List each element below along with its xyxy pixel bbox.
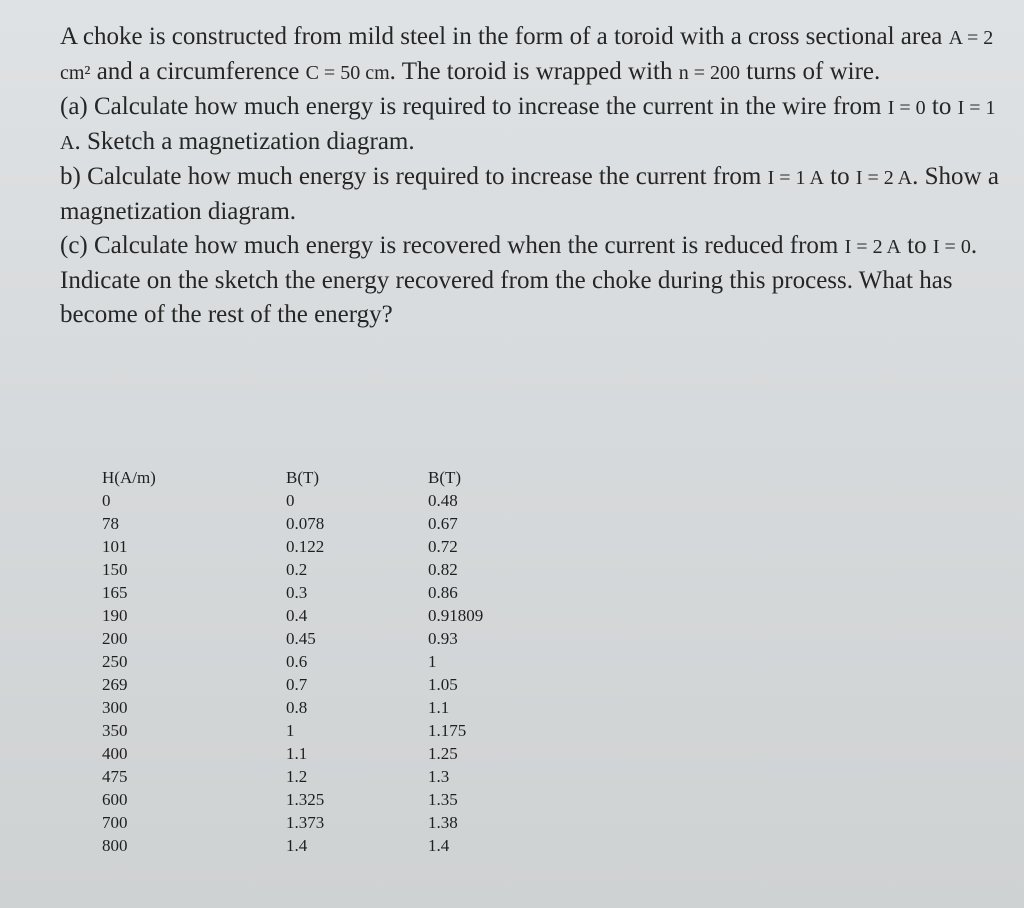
b1-column [286,466,324,857]
intro-text-4: turns of wire. [740,58,881,85]
part-c [60,229,1010,332]
h-cell: 101 [102,537,128,556]
b1-cell: 0.122 [286,537,325,556]
b1-cell: 0 [286,491,295,510]
part-a-text-3: . Sketch a magnetization diagram. [74,128,415,155]
b1-cell: 1 [286,721,295,740]
b2-cell: 0.72 [428,537,458,556]
part-a-eq-1: I = 0 [887,97,926,119]
b1-cell: 0.45 [286,629,316,648]
part-b [60,160,1010,229]
h-cell: 400 [102,744,128,763]
part-b-text-3: . Show a magnetization diagram. [60,163,999,225]
circumference-equation: C = 50 cm [305,62,390,84]
part-b-eq-2: I = 2 A [855,167,913,189]
h-cell: 0 [102,491,111,510]
h-cell: 200 [102,629,128,648]
b2-cell: 0.67 [428,514,458,533]
b2-column [428,466,483,857]
b2-cell: 1.05 [428,675,458,694]
b1-cell: 1.325 [286,790,325,809]
b2-cell: 0.93 [428,629,458,648]
b1-column-header: B(T) [286,468,320,487]
b1-cell: 0.7 [286,675,308,694]
b2-cell: 1.175 [428,721,467,740]
h-cell: 600 [102,790,128,809]
b1-cell: 0.2 [286,560,308,579]
h-cell: 350 [102,721,128,740]
intro-paragraph [60,20,1010,90]
part-a-text-1: (a) Calculate how much energy is required to increase the current in the wire from [60,93,888,120]
b2-cell: 0.82 [428,560,458,579]
part-c-eq-1: I = 2 A [844,236,901,258]
h-cell: 190 [102,606,128,625]
b2-cell: 1.38 [428,813,458,832]
b2-cell: 0.86 [428,583,458,602]
part-c-eq-2: I = 0 [932,236,971,258]
part-a-text-2: to [925,93,958,120]
part-c-text-2: to [900,232,933,259]
h-column [102,466,156,857]
part-b-text-1: b) Calculate how much energy is required to increase the current from [60,163,768,190]
intro-text-2: and a circumference [90,58,306,85]
h-cell: 250 [102,652,128,671]
b1-cell: 0.4 [286,606,308,625]
part-c-text-1: (c) Calculate how much energy is recovered when the current is reduced from [60,232,845,259]
b1-cell: 1.373 [286,813,325,832]
h-cell: 800 [102,836,128,855]
h-cell: 78 [102,514,119,533]
part-a [60,90,1010,160]
b2-cell: 1.4 [428,836,450,855]
b1-cell: 1.2 [286,767,308,786]
b2-cell: 0.91809 [428,606,484,625]
b2-column-header: B(T) [428,468,462,487]
problem-statement [60,20,1010,332]
part-c-text-3: . Indicate on the sketch the energy recovered from the choke during this process. What has become of the rest of the energy? [60,232,978,328]
h-cell: 269 [102,675,128,694]
b1-cell: 0.8 [286,698,308,717]
b2-cell: 0.48 [428,491,458,510]
b1-cell: 0.3 [286,583,308,602]
part-a-eq-2: I = 1 A [60,97,996,154]
intro-text-1: A choke is constructed from mild steel in the form of a toroid with a cross sectional area [60,23,949,50]
part-b-text-2: to [823,163,856,190]
b1-cell: 0.078 [286,514,325,533]
h-cell: 165 [102,583,128,602]
h-column-header: H(A/m) [102,468,156,487]
part-b-eq-1: I = 1 A [767,167,824,189]
h-cell: 475 [102,767,128,786]
area-equation: A = 2 cm² [60,27,994,84]
intro-text-3: . The toroid is wrapped with [389,58,679,85]
b2-cell: 1.35 [428,790,458,809]
b2-cell: 1.25 [428,744,458,763]
h-cell: 700 [102,813,128,832]
h-cell: 300 [102,698,128,717]
b1-cell: 1.4 [286,836,308,855]
b1-cell: 0.6 [286,652,308,671]
b1-cell: 1.1 [286,744,308,763]
turns-equation: n = 200 [678,62,740,84]
b2-cell: 1 [428,652,437,671]
b2-cell: 1.1 [428,698,450,717]
h-cell: 150 [102,560,128,579]
b2-cell: 1.3 [428,767,450,786]
